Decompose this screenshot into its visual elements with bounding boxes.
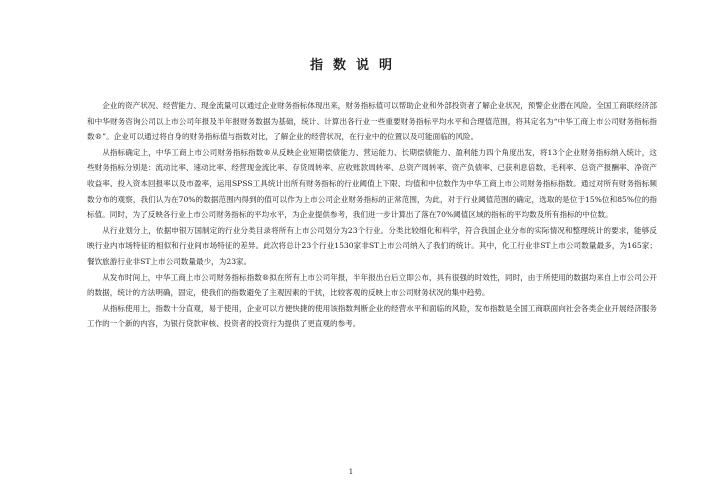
paragraph-release-timing: 从发布时间上，中华工商上市公司财务指标指数®拟在所有上市公司年报，半年报出台后立即公布，具有很强的时效性，同时，由于所使用的数据均来自上市公司公开的数据，统计的方法明确，固定，使我们的指数避免了主观因素的干扰，比较客观的反映上市公司财务状况的集中趋势。 <box>87 272 657 298</box>
page-title: 指数说明 <box>309 58 402 73</box>
paragraph-intro: 企业的资产状况、经营能力、现金流量可以通过企业财务指标体现出来，财务指标值可以帮助企业和外部投资者了解企业状况，预警企业潜在风险。全国工商联经济部和中华财务咨询公司以上市公司年报及半年报财务数据为基础，统计、计算出各行业一些重要财务指标平均水平和合理值范围，将其定名为“中华工商上市公司财务指标指数®”。企业可以通过将自身的财务指标值与指数对比，了解企业的经营状况，在行业中的位置以及可能面临的风险。 <box>87 101 657 142</box>
paragraph-industry-classification: 从行业划分上，依据申银万国制定的行业分类目录将所有上市公司划分为23个行业。分类比较细化和科学，符合我国企业分布的实际情况和整理统计的要求，能够反映行业内市场特征的相似和行业间市场特征的差异。此次将总计23个行业1530家非ST上市公司纳入了我们的统计。其中，化工行业非ST上市公司数量最多，为165家；餐饮旅游行业非ST上市公司数量最少，为23家。 <box>87 225 657 266</box>
paragraph-usage: 从指标使用上，指数十分直观，易于使用，企业可以方便快捷的使用该指数判断企业的经营水平和面临的风险，发布指数是全国工商联面向社会各类企业开展经济服务工作的一个新的内容，为银行贷款审核、投资者的投资行为提供了更直观的参考。 <box>87 303 657 329</box>
page-number: 1 <box>348 468 354 476</box>
paragraph-indicator-selection: 从指标确定上，中华工商上市公司财务指标指数®从反映企业短期偿债能力、营运能力、长期偿债能力、盈利能力四个角度出发，将13个企业财务指标纳入统计，这些财务指标分别是：流动比率、速动比率、经营现金流比率、存货周转率、应收账款周转率、总资产周转率、资产负债率、已获利息倍数、毛利率、总资产报酬率、净资产收益率、投入资本回报率以及市盈率，运用SPSS工具统计出所有财务指标的行业阈值上下限、均值和中位数作为中华工商上市公司财务指标指数。通过对所有财务指标频数分布的观察，我们认为在70%的数据范围内得到的值可以作为上市公司企业财务指标的正常范围，为此，对于行业阈值范围的确定，选取的是位于15%位和85%位的指标值。同时，为了反映各行业上市公司财务指标的平均水平，为企业提供参考，我们进一步计算出了落在70%阈值区域的指标的平均数及所有指标的中位数。 <box>87 147 657 220</box>
body-text <box>87 98 657 332</box>
